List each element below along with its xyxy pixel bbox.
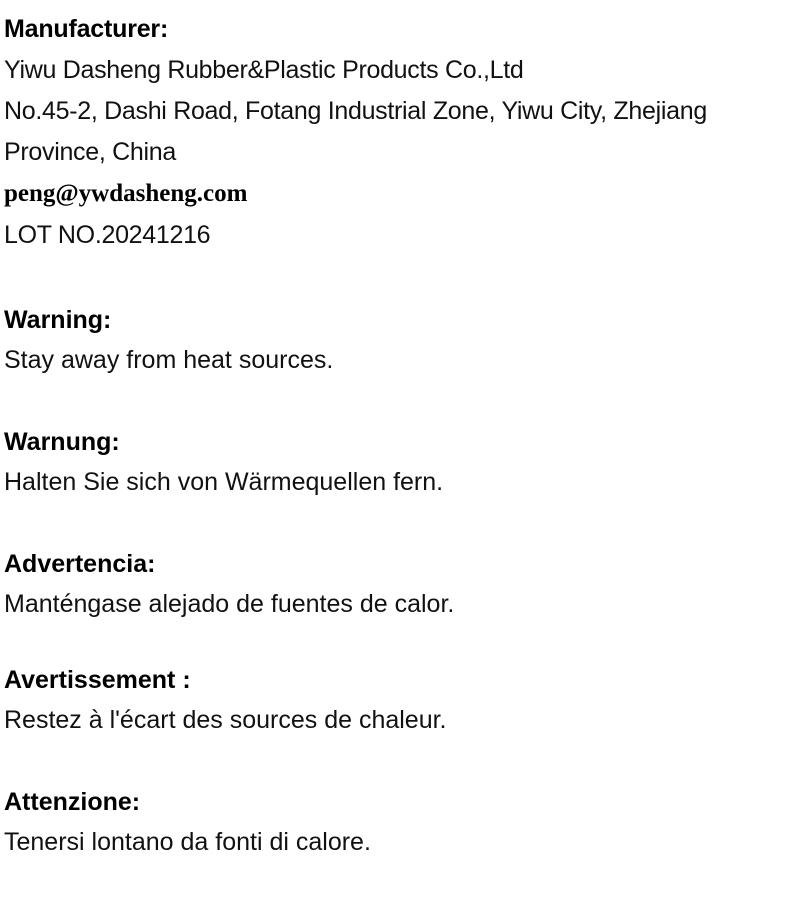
warning-text-en: Stay away from heat sources. xyxy=(4,346,334,374)
section-spacer xyxy=(4,380,790,422)
section-spacer xyxy=(4,740,790,782)
section-spacer xyxy=(4,256,790,300)
warning-text-de: Halten Sie sich von Wärmequellen fern. xyxy=(4,468,444,496)
section-spacer xyxy=(4,502,790,544)
warning-section-es xyxy=(4,544,790,624)
manufacturer-section xyxy=(4,8,790,256)
warning-heading-fr: Avertissement : xyxy=(4,666,191,694)
manufacturer-email: peng@ywdasheng.com xyxy=(4,180,248,207)
warning-heading-it: Attenzione: xyxy=(4,788,141,816)
warning-heading-en: Warning: xyxy=(4,306,112,334)
warning-heading-de: Warnung: xyxy=(4,428,120,456)
warning-section-it xyxy=(4,782,790,862)
manufacturer-address-line-1: No.45-2, Dashi Road, Fotang Industrial Zone, Yiwu City, Zhejiang xyxy=(4,97,707,125)
manufacturer-address-line-2: Province, China xyxy=(4,138,176,166)
warning-text-es: Manténgase alejado de fuentes de calor. xyxy=(4,590,455,618)
manufacturer-heading: Manufacturer: xyxy=(4,15,169,43)
lot-number: LOT NO.20241216 xyxy=(4,221,211,249)
warning-section-de xyxy=(4,422,790,502)
manufacturer-company-name: Yiwu Dasheng Rubber&Plastic Products Co.,Ltd xyxy=(4,56,524,84)
warning-text-fr: Restez à l'écart des sources de chaleur. xyxy=(4,706,447,734)
warning-section-en xyxy=(4,300,790,380)
section-spacer xyxy=(4,624,790,660)
warning-text-it: Tenersi lontano da fonti di calore. xyxy=(4,828,371,856)
warning-heading-es: Advertencia: xyxy=(4,550,156,578)
warning-section-fr xyxy=(4,660,790,740)
